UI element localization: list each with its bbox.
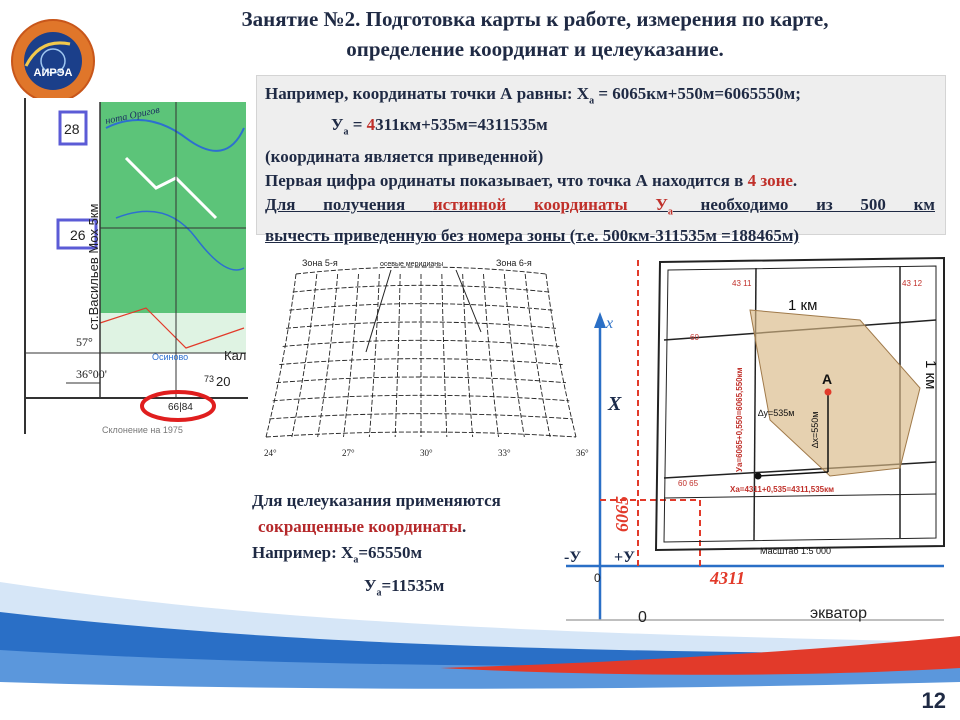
zone5-label: Зона 5-я — [302, 258, 338, 268]
zone-ticks — [264, 448, 589, 458]
info-l2-pre: У — [331, 115, 344, 135]
merid-label: осевые меридианы — [380, 261, 444, 268]
grid-meridian — [504, 274, 524, 437]
point-a-label: A — [822, 371, 833, 387]
coordinates-info-box — [256, 75, 946, 246]
slide-title — [120, 4, 950, 64]
info-line-3: (координата является приведенной) — [265, 146, 544, 166]
info-line-4 — [265, 169, 935, 193]
logo-text: АИРЭА — [33, 67, 73, 79]
grid-4311-top: 43 11 — [732, 279, 752, 288]
zone-tick-label: 30° — [420, 448, 433, 458]
info-l2-red: 4 — [366, 115, 376, 135]
grid-meridian — [344, 274, 359, 437]
grid-parallel — [296, 267, 546, 274]
km-right-label: 1 км — [922, 360, 939, 390]
map-num-26: 26 — [70, 227, 86, 243]
info-l4-pre: Первая цифра ординаты показывает, что точка А находится в — [265, 170, 748, 190]
grid-6065: 60 65 — [678, 479, 699, 488]
info-line-2 — [265, 113, 935, 144]
minus-y-label: -У — [564, 549, 582, 566]
zero-bottom: 0 — [638, 609, 647, 626]
note-l2-post: . — [462, 517, 467, 536]
zero-axis: 0 — [594, 571, 601, 585]
info-l5-post: необходимо из 500 км — [672, 194, 935, 214]
ya-formula: Уа=6065+0,550=6065,550км — [735, 367, 744, 472]
info-l4-red: 4 зоне — [747, 170, 793, 190]
grid-meridian — [369, 274, 379, 437]
grid-meridian — [395, 274, 400, 437]
zone-tick-label: 24° — [264, 448, 277, 458]
map-label-station: ст.Васильев Мох 5км — [86, 203, 101, 330]
info-l2-eq: = — [348, 115, 367, 135]
protractor-triangle — [750, 310, 920, 476]
grid-meridian — [525, 274, 550, 437]
zone-tick-label: 36° — [576, 448, 589, 458]
map-label-6684: 66|84 — [168, 402, 193, 413]
info-l5-red: истинной координаты У — [432, 194, 668, 214]
info-l2-post: 311км+535м=4311535м — [375, 115, 548, 135]
x-axis-arrow — [594, 312, 606, 328]
grid-meridian — [484, 274, 499, 437]
map-label-kal: Кал — [224, 348, 247, 363]
info-line-1 — [265, 82, 935, 113]
zone-tick-label: 33° — [498, 448, 511, 458]
plus-y-label: +У — [614, 549, 635, 566]
x-axis-top-label: х — [606, 315, 614, 332]
point-a-marker — [825, 389, 832, 396]
note-l4-sub: а — [376, 587, 382, 599]
decorative-wave — [0, 572, 960, 720]
grid-4312-top: 43 12 — [902, 279, 923, 288]
note-l3-pre: Например: Х — [252, 543, 354, 562]
note-l4-pre: У — [364, 576, 377, 596]
info-l5-pre: Для получения — [265, 194, 433, 214]
grid-meridian — [292, 274, 317, 437]
note-l4-post: =11535м — [381, 576, 445, 596]
x-axis-label: X — [608, 393, 622, 415]
note-line-3 — [252, 540, 582, 573]
topographic-map-fragment — [24, 98, 246, 434]
zones-grid-diagram — [256, 252, 589, 462]
info-l1-pre: Например, координаты точки А равны: Х — [265, 84, 590, 103]
title-line-1: Занятие №2. Подготовка карты к работе, измерения по карте, — [241, 7, 829, 31]
zone-grid-lines — [266, 267, 576, 437]
map-drawing — [26, 98, 248, 434]
merid-arrow-left — [366, 270, 391, 352]
info-l2-sub: а — [343, 126, 349, 138]
dy-label: ∆у=535м — [758, 408, 795, 418]
grid-meridian — [318, 274, 338, 437]
note-l3-sub: а — [353, 554, 359, 566]
note-l2-red: сокращенные координаты — [258, 517, 463, 536]
xa-formula: Ха=4311+0,535=4311,535км — [730, 485, 835, 494]
title-line-2: определение координат и целеуказание. — [346, 37, 724, 61]
info-l4-post: . — [792, 170, 798, 190]
map-label-ostrov: Осиново — [152, 352, 189, 362]
equator-label: экватор — [810, 605, 867, 622]
page-number: 12 — [921, 688, 946, 713]
map-num-28: 28 — [64, 121, 80, 137]
map-label-road: нота Оригов — [104, 104, 161, 127]
dx-label: ∆х=550м — [810, 411, 820, 448]
km-top-label: 1 км — [788, 297, 818, 314]
note-line-1: Для целеуказания применяются — [252, 491, 501, 510]
note-line-2 — [252, 514, 582, 540]
val-6065: 6065 — [612, 496, 632, 532]
grid-meridian — [266, 274, 296, 437]
grid-60: 60 — [690, 333, 699, 342]
map-label-36: 36°00' — [76, 367, 107, 381]
grid-meridian — [442, 274, 447, 437]
info-l1-post: = 6065км+550м=6065550м; — [594, 84, 801, 103]
info-l1-sub: а — [589, 95, 595, 107]
info-l5-sub: а — [667, 206, 673, 218]
info-line-6: вычесть приведенную без номера зоны (т.е. 500км-311535м =188465м) — [265, 226, 800, 246]
scale-label: Масштаб 1:5 000 — [760, 546, 832, 556]
zone6-label: Зона 6-я — [496, 258, 532, 268]
val-4311: 4311 — [710, 568, 746, 588]
note-l3-post: =65550м — [358, 543, 423, 562]
map-label-73: 73 — [204, 374, 215, 384]
info-line-5 — [265, 193, 935, 224]
map-label-declination: Склонение на 1975 — [102, 425, 183, 435]
corner-marker — [755, 473, 762, 480]
map-label-57: 57° — [76, 335, 93, 349]
logo-emblem — [10, 18, 96, 104]
map-label-20: 20 — [216, 374, 231, 389]
zone-tick-label: 27° — [342, 448, 355, 458]
